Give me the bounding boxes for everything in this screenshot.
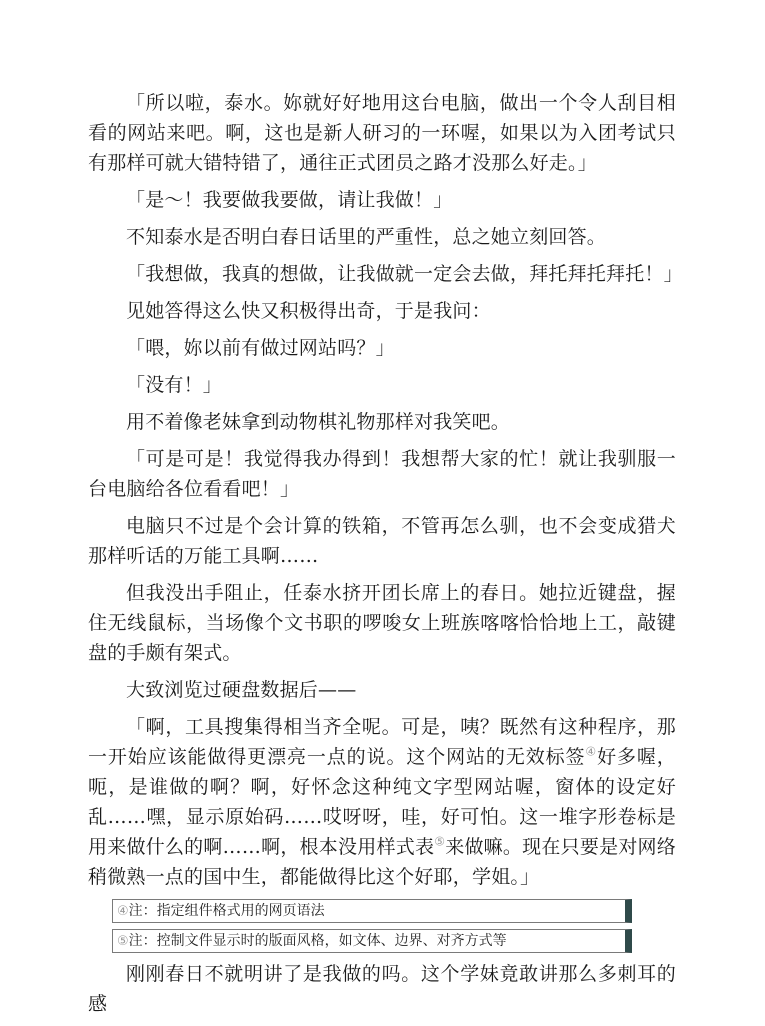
document-page [88,88,683,1026]
paragraph-13-part-2: 好多喔，呃，是谁做的啊？啊，好怀念这种纯文字型网站喔，窗体的设定好乱……嘿，显示原始码……哎呀呀，哇，好可怕。这一堆字形卷标是用来做什么的啊……啊，根本没用样式表 [88,746,676,858]
paragraph-11: 但我没出手阻止，任泰水挤开团长席上的春日。她拉近键盘，握住无线鼠标，当场像个文书职的啰唆女上班族喀喀恰恰地上工，敲键盘的手颇有架式。 [88,582,676,664]
paragraph-10: 电脑只不过是个会计算的铁箱，不管再怎么驯，也不会变成猎犬那样听话的万能工具啊…… [88,515,676,567]
footnote-text-4: 注：指定组件格式用的网页语法 [128,903,325,919]
paragraph-12: 大致浏览过硬盘数据后—— [126,679,357,701]
paragraph-3: 不知泰水是否明白春日话里的严重性，总之她立刻回答。 [126,226,607,248]
footnote-box-4 [112,899,632,923]
paragraph-13 [88,712,676,892]
footnote-number-5: ⑤ [117,934,129,949]
paragraph-14: 刚刚春日不就明讲了是我做的吗。这个学妹竟敢讲那么多刺耳的感 [88,963,676,1015]
footnote-box-5 [112,929,632,953]
footnote-number-4: ④ [117,904,129,919]
paragraph-6: 「喂，妳以前有做过网站吗？」 [126,337,395,359]
paragraph-2: 「是～！我要做我要做，请让我做！」 [126,189,453,211]
paragraph-5: 见她答得这么快又积极得出奇，于是我问： [126,300,491,322]
paragraph-13-part-3: 来做嘛。现在只要是对网络稍微熟一点的国中生，都能做得比这个好耶，学姐。」 [88,836,676,888]
footnote-marker-5: ⑤ [434,834,446,849]
footnote-text-5: 注：控制文件显示时的版面风格，如文体、边界、对齐方式等 [128,933,507,949]
paragraph-1: 「所以啦，泰水。妳就好好地用这台电脑，做出一个令人刮目相看的网站来吧。啊，这也是新人研习的一环喔，如果以为入团考试只有那样可就大错特错了，通往正式团员之路才没那么好走。」 [88,92,676,174]
paragraph-4: 「我想做，我真的想做，让我做就一定会去做，拜托拜托拜托！」 [126,263,683,285]
paragraph-8: 用不着像老妹拿到动物棋礼物那样对我笑吧。 [126,411,511,433]
footnote-marker-4: ④ [585,744,598,759]
paragraph-13-part-1: 「啊，工具搜集得相当齐全呢。可是，咦？既然有这种程序，那一开始应该能做得更漂亮一点的说。这个网站的无效标签 [88,716,676,768]
paragraph-9: 「可是可是！我觉得我办得到！我想帮大家的忙！就让我驯服一台电脑给各位看看吧！」 [88,448,676,500]
paragraph-7: 「没有！」 [126,374,223,396]
